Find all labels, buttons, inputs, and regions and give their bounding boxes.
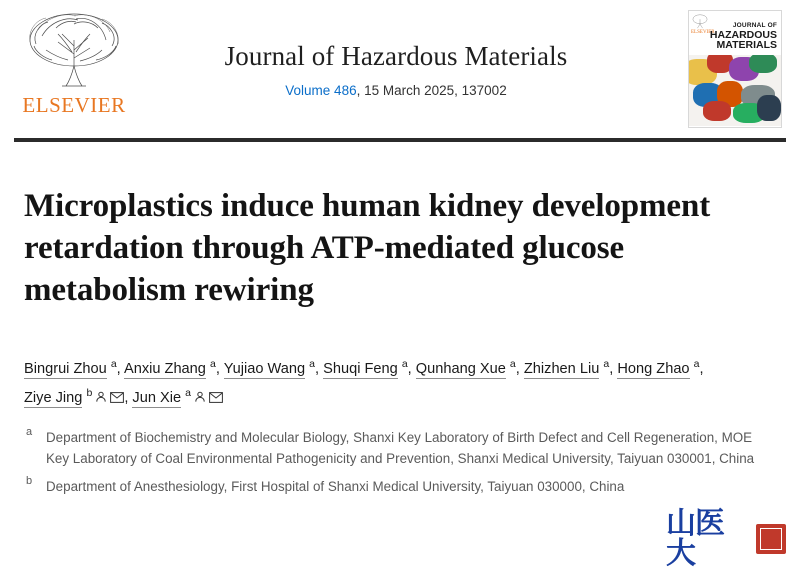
author-email-icon[interactable] [110, 392, 124, 403]
author-separator: , [124, 390, 133, 407]
author-name[interactable]: Jun Xie [132, 390, 182, 407]
cover-elsevier-tree-icon [691, 13, 709, 29]
author-affiliation-marker: a [509, 357, 516, 370]
author-entry[interactable] [24, 357, 117, 377]
author-entry[interactable] [617, 357, 700, 377]
cover-title-line1: JOURNAL OF [732, 22, 777, 29]
journal-volume-link[interactable]: Volume 486 [285, 82, 357, 98]
author-name[interactable]: Ziye Jing [24, 390, 83, 407]
author-name[interactable]: Hong Zhao [617, 360, 690, 377]
affiliation-marker: b [26, 474, 33, 487]
cover-title-line3: MATERIALS [716, 39, 777, 52]
journal-header [0, 0, 800, 138]
author-person-icon[interactable] [95, 391, 107, 403]
author-affiliation-marker: a [603, 357, 610, 370]
university-watermark [666, 507, 786, 570]
affiliation-row [26, 474, 776, 498]
author-separator: , [609, 360, 618, 377]
elsevier-wordmark: ELSEVIER [22, 93, 126, 117]
author-affiliation-marker: b [86, 387, 93, 400]
author-separator: , [699, 360, 704, 377]
author-affiliation-marker: a [185, 387, 192, 400]
author-name[interactable]: Anxiu Zhang [123, 360, 206, 377]
affiliation-row [26, 425, 776, 470]
cover-publisher-label: ELSEVIER [691, 30, 715, 35]
affiliation-text: Department of Anesthesiology, First Hospital of Shanxi Medical University, Taiyuan 030000, China [46, 478, 625, 494]
author-entry[interactable] [415, 357, 516, 377]
author-list [0, 334, 800, 413]
author-name[interactable]: Shuqi Feng [323, 360, 398, 377]
cover-masthead [689, 11, 781, 55]
cover-title-line2: HAZARDOUS [709, 28, 777, 41]
author-name[interactable]: Qunhang Xue [415, 360, 506, 377]
author-affiliation-marker: a [309, 357, 315, 370]
page-title: Microplastics induce human kidney development retardation through ATP-mediated glucose metabolism rewiring [24, 188, 711, 308]
affiliation-text: Department of Biochemistry and Molecular Biology, Shanxi Key Laboratory of Birth Defect and Cell Regeneration, MOE Key Laboratory of Coal Environmental Pathogenicity and Prevention, Shanxi Medical University, Taiyuan 030001, China [46, 429, 755, 467]
author-entry[interactable] [523, 357, 610, 377]
author-affiliation-marker: a [401, 357, 408, 370]
author-person-icon[interactable] [194, 391, 206, 403]
watermark-seal-icon [756, 524, 786, 554]
journal-title: Journal of Hazardous Materials [224, 41, 568, 72]
author-name[interactable]: Yujiao Wang [223, 360, 306, 377]
author-separator: , [116, 360, 124, 377]
author-entry[interactable] [223, 357, 315, 377]
author-separator: , [515, 360, 524, 377]
affiliation-marker: a [26, 425, 33, 438]
elsevier-logo [14, 10, 134, 128]
author-separator: , [315, 360, 324, 377]
affiliation-list [0, 413, 800, 498]
journal-issue-date: , 15 March 2025, 137002 [356, 82, 507, 98]
journal-info [134, 40, 688, 97]
author-affiliation-marker: a [110, 357, 117, 370]
elsevier-tree-icon [22, 10, 126, 92]
watermark-text: 山医大 [666, 507, 724, 570]
author-email-icon[interactable] [209, 392, 223, 403]
author-name[interactable]: Zhizhen Liu [523, 360, 600, 377]
author-entry[interactable] [323, 357, 408, 377]
author-entry[interactable] [123, 357, 216, 377]
author-separator: , [407, 360, 416, 377]
author-separator: , [215, 360, 224, 377]
journal-cover-thumbnail[interactable] [688, 10, 782, 128]
author-entry[interactable] [24, 387, 124, 407]
author-entry[interactable] [132, 387, 223, 407]
header-divider [14, 138, 786, 142]
author-affiliation-marker: a [693, 357, 700, 370]
cover-journal-title [710, 23, 777, 51]
author-affiliation-marker: a [209, 357, 216, 370]
journal-issue-meta [134, 83, 658, 98]
cover-artwork [689, 55, 781, 126]
author-name[interactable]: Bingrui Zhou [24, 360, 107, 377]
